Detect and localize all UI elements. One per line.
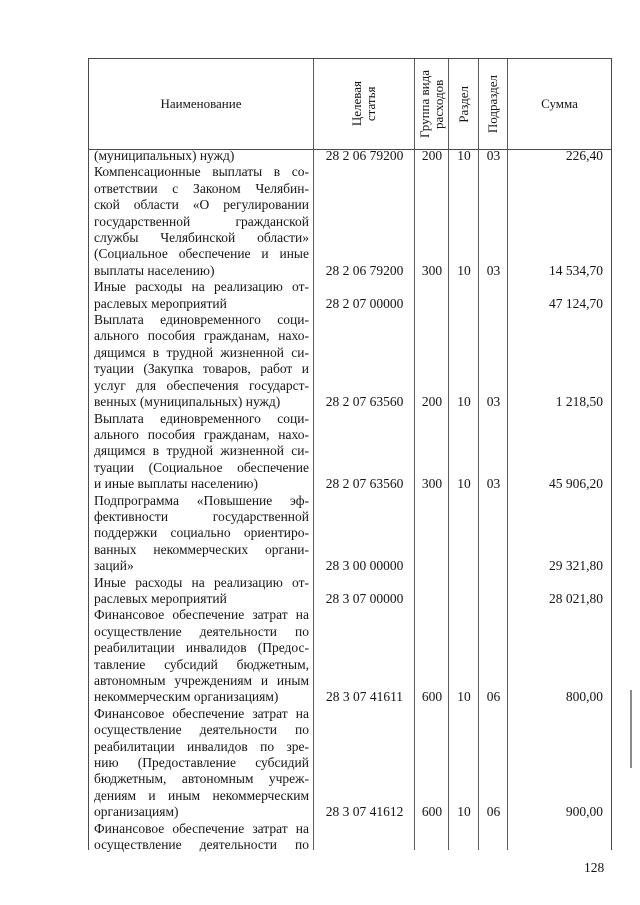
row-name-cell [89,279,314,312]
expense-group-cell: 300 [421,476,443,492]
subsection-cell: 06 [486,804,501,820]
table-row [89,493,611,575]
sum-cell: 29 321,80 [549,558,603,574]
header-section-label [457,86,471,123]
subsection-cell: 03 [486,476,501,492]
header-subsection-label [486,75,500,133]
row-name-cell [89,575,314,608]
table-row [89,706,611,821]
sum-cell: 900,00 [565,804,603,820]
header-expense-group [415,59,448,149]
subsection-cell: 03 [486,262,501,278]
sum-cell: 45 906,20 [549,476,603,492]
name-line: фективности государственной [94,508,309,524]
sum-cell: 1 218,50 [555,394,603,410]
table-row [89,575,611,608]
name-line: Подпрограмма «Повышение эф- [94,492,309,508]
header-expense-group-line: расходов [430,79,446,129]
header-subsection-text: Подраздел [485,74,500,134]
sum-cell: 14 534,70 [549,262,603,278]
table-row [89,164,611,279]
target-article-cell: 28 2 06 79200 [325,262,404,278]
row-name-cell [89,312,314,410]
name-line: раслевых мероприятий [94,590,227,606]
name-line: (муниципальных) нужд) [94,148,235,163]
table-row [89,312,611,410]
name-line: службы Челябинской области» [94,230,309,246]
name-line: услуг для обеспечения государст- [94,377,309,393]
header-subsection [479,59,507,149]
name-line: реабилитации инвалидов по зре- [94,738,309,754]
section-cell: 10 [457,804,471,820]
name-line: Выплата единовременного соци- [94,312,309,328]
target-article-cell: 28 3 07 41611 [325,689,404,705]
target-article-cell: 28 2 07 63560 [325,394,404,410]
row-name-cell [89,411,314,493]
table-row [89,279,611,312]
name-line: ального пособия гражданам, нахо- [94,328,309,344]
expense-group-cell: 600 [421,689,443,705]
table-row [89,821,611,854]
row-name-cell [89,164,314,279]
name-line: бюджетным, автономным учреж- [94,771,309,787]
sum-cell: 28 021,80 [549,590,603,606]
expense-group-cell: 200 [421,394,443,410]
page-number: 128 [584,860,605,875]
section-cell: 10 [457,394,471,410]
name-line: Иные расходы на реализацию от- [94,574,309,590]
expense-group-cell: 300 [421,262,443,278]
table-body [89,148,611,853]
name-line: ответствии с Законом Челябин- [94,180,309,196]
name-line: и иные выплаты населению) [94,476,259,492]
name-line: некоммерческим организациям) [94,689,279,705]
name-line: ской области «О регулировании [94,197,309,213]
row-name-cell [89,493,314,575]
section-cell: 10 [457,148,471,163]
section-cell: 10 [457,262,471,278]
name-line: (Социальное обеспечение и иные [94,246,309,262]
table-row [89,607,611,705]
table-row [89,148,611,164]
name-line: поддержки социально ориентиро- [94,525,309,541]
name-line: государственной гражданской [94,213,309,229]
expense-group-cell: 600 [421,804,443,820]
name-line: дящимся в трудной жизненной си- [94,443,309,459]
name-line: раслевых мероприятий [94,295,227,311]
name-line: осуществление деятельности по [94,722,309,738]
header-name [89,59,313,149]
target-article-cell: 28 2 07 00000 [325,295,404,311]
section-cell: 10 [457,689,471,705]
row-name-cell [89,706,314,821]
target-article-cell: 28 3 07 00000 [325,590,404,606]
header-section-text: Раздел [455,85,471,123]
budget-table [88,58,612,853]
scan-mark [630,690,632,768]
header-section [449,59,478,149]
table-header [89,59,611,150]
target-article-cell: 28 2 07 63560 [325,476,404,492]
header-target-article [314,59,414,149]
name-line: ального пособия гражданам, нахо- [94,426,309,442]
name-line: ванных некоммерческих органи- [94,541,309,557]
row-name-cell [89,821,314,854]
name-line: дениям и иным некоммерческим [94,787,309,803]
sum-cell: 47 124,70 [549,295,603,311]
name-line: автономным учреждениям и иным [94,673,309,688]
name-line: осуществление деятельности по [94,623,309,639]
name-line: венных (муниципальных) нужд) [94,394,281,410]
name-line: Иные расходы на реализацию от- [94,279,309,295]
name-line: осуществление деятельности по [94,837,309,853]
row-name-cell [89,148,314,164]
header-target-article-line: Целевая [349,81,364,127]
name-line: тавление субсидий бюджетным, [94,656,309,672]
header-name-label: Наименование [160,96,242,111]
subsection-cell: 03 [486,148,501,163]
section-cell: 10 [457,476,471,492]
target-article-cell: 28 3 00 00000 [325,558,404,574]
header-target-article-line: статья [363,86,378,122]
table-row [89,411,611,493]
target-article-cell: 28 2 06 79200 [325,148,404,163]
header-expense-group-label [418,70,446,138]
name-line: Финансовое обеспечение затрат на [94,705,309,721]
name-line: нию (Предоставление субсидий [94,755,309,771]
name-line: Финансовое обеспечение затрат на [94,607,309,623]
sum-cell: 800,00 [565,689,603,705]
name-line: заций» [94,558,134,574]
name-line: туации (Закупка товаров, работ и [94,361,309,377]
header-sum-label: Сумма [541,96,578,111]
name-line: реабилитации инвалидов (Предос- [94,640,309,656]
name-line: Финансовое обеспечение затрат на [94,820,309,836]
name-line: дящимся в трудной жизненной си- [94,344,309,360]
header-sum [508,59,611,149]
name-line: Компенсационные выплаты в со- [94,164,309,180]
target-article-cell: 28 3 07 41612 [325,804,404,820]
header-target-article-label [350,81,378,126]
name-line: выплаты населению) [94,262,215,278]
row-name-cell [89,607,314,705]
subsection-cell: 06 [486,689,501,705]
name-line: туации (Социальное обеспечение [94,459,309,475]
sum-cell: 226,40 [565,148,603,163]
subsection-cell: 03 [486,394,501,410]
expense-group-cell: 200 [421,148,443,163]
name-line: Выплата единовременного соци- [94,410,309,426]
name-line: организациям) [94,804,179,820]
header-expense-group-line: Группа вида [416,70,432,138]
